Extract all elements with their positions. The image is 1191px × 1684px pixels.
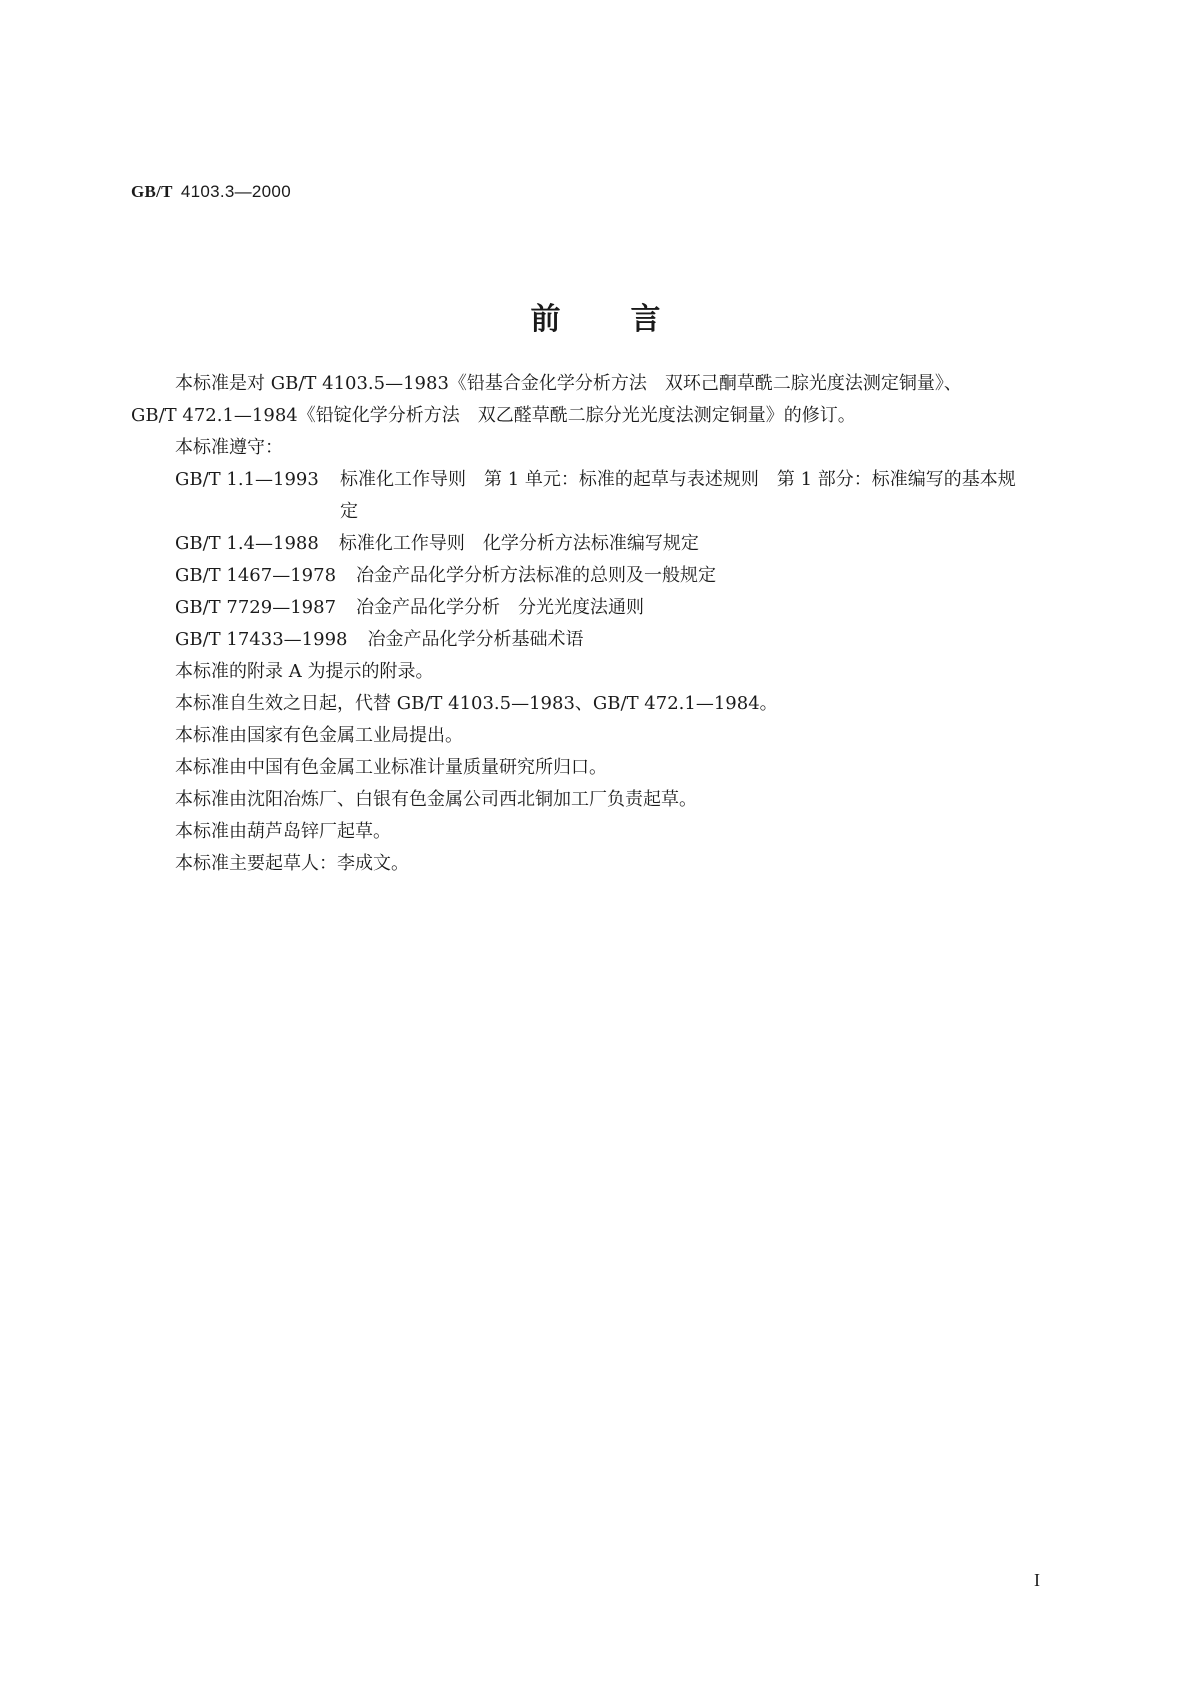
- reference-item: [131, 592, 1061, 624]
- page-title: [0, 300, 1191, 340]
- reference-item: [131, 624, 1061, 656]
- reference-item: [131, 560, 1061, 592]
- standard-code-header: [131, 182, 291, 202]
- reference-code: GB/T 1.1—1993: [175, 469, 319, 490]
- reference-title: 冶金产品化学分析 分光光度法通则: [356, 597, 645, 618]
- intro-line-1: 本标准是对 GB/T 4103.5—1983《铅基合金化学分析方法 双环己酮草酰二腙光度法测定铜量》、: [175, 373, 962, 394]
- title-char-2: 言: [630, 302, 661, 337]
- statement-main-drafter: 本标准主要起草人：李成文。: [175, 853, 409, 874]
- reference-title: 冶金产品化学分析方法标准的总则及一般规定: [356, 565, 717, 586]
- reference-code: GB/T 17433—1998: [175, 629, 348, 650]
- reference-item: [131, 464, 1061, 528]
- page-number: I: [1034, 1570, 1040, 1590]
- standard-number: 4103.3—2000: [180, 182, 291, 201]
- reference-item: [131, 528, 1061, 560]
- standard-prefix: GB/T: [131, 182, 173, 201]
- reference-code: GB/T 1467—1978: [175, 565, 337, 586]
- statement-replaces: 本标准自生效之日起，代替 GB/T 4103.5—1983、GB/T 472.1—1984。: [175, 693, 778, 714]
- intro-line-2: GB/T 472.1—1984《铅锭化学分析方法 双乙醛草酰二腙分光光度法测定铜量》的修订。: [131, 405, 856, 426]
- compliance-intro: 本标准遵守：: [175, 437, 283, 458]
- statement-appendix: 本标准的附录 A 为提示的附录。: [175, 661, 434, 682]
- statement-drafted-by: 本标准由葫芦岛锌厂起草。: [175, 821, 391, 842]
- reference-title: 标准化工作导则 化学分析方法标准编写规定: [338, 533, 699, 554]
- statement-under-jurisdiction: 本标准由中国有色金属工业标准计量质量研究所归口。: [175, 757, 607, 778]
- reference-title: 冶金产品化学分析基础术语: [367, 629, 584, 650]
- statement-responsible-drafting: 本标准由沈阳冶炼厂、白银有色金属公司西北铜加工厂负责起草。: [175, 789, 697, 810]
- reference-title: 标准化工作导则 第 1 单元：标准的起草与表述规则 第 1 部分：标准编写的基本规定: [340, 469, 1016, 522]
- reference-code: GB/T 1.4—1988: [175, 533, 319, 554]
- foreword-body: [131, 368, 1061, 880]
- statement-proposed-by: 本标准由国家有色金属工业局提出。: [175, 725, 463, 746]
- title-char-1: 前: [530, 302, 561, 337]
- reference-code: GB/T 7729—1987: [175, 597, 337, 618]
